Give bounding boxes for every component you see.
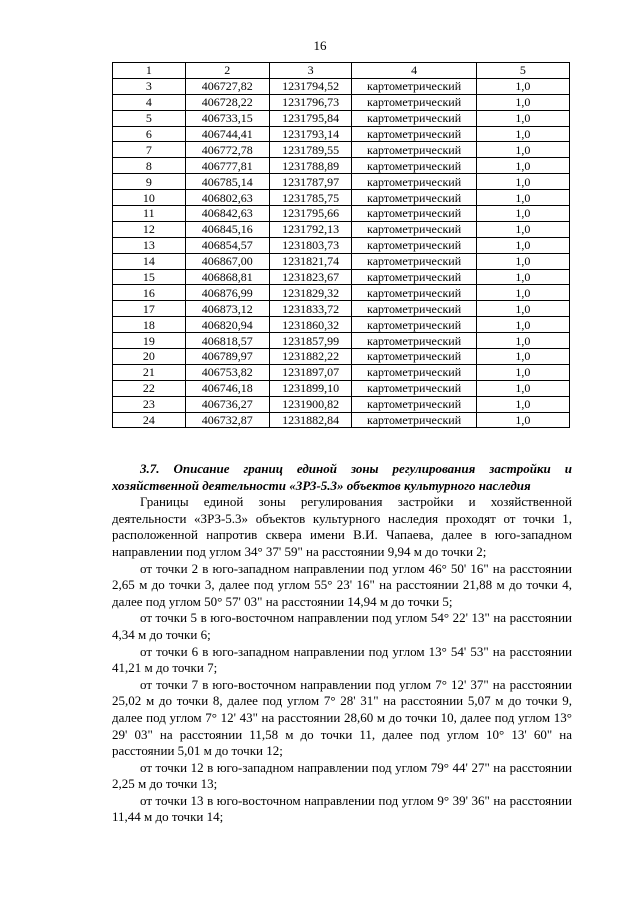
x-coordinate-cell: 406736,27 — [185, 396, 269, 412]
accuracy-cell: 5 — [476, 63, 569, 79]
accuracy-cell: 1,0 — [476, 142, 569, 158]
x-coordinate-cell: 406789,97 — [185, 349, 269, 365]
x-coordinate-cell: 406777,81 — [185, 158, 269, 174]
table-header-row — [113, 63, 570, 79]
table-row — [113, 364, 570, 380]
table-row — [113, 190, 570, 206]
y-coordinate-cell: 1231785,75 — [269, 190, 351, 206]
point-number-cell: 1 — [113, 63, 186, 79]
method-cell: картометрический — [352, 126, 476, 142]
y-coordinate-cell: 1231794,52 — [269, 78, 351, 94]
method-cell: картометрический — [352, 206, 476, 222]
table-row — [113, 333, 570, 349]
page-number: 16 — [313, 38, 327, 53]
method-cell: картометрический — [352, 174, 476, 190]
point-number-cell: 22 — [113, 380, 186, 396]
point-number-cell: 15 — [113, 269, 186, 285]
method-cell: картометрический — [352, 380, 476, 396]
y-coordinate-cell: 1231897,07 — [269, 364, 351, 380]
table-row — [113, 349, 570, 365]
accuracy-cell: 1,0 — [476, 364, 569, 380]
point-number-cell: 14 — [113, 253, 186, 269]
x-coordinate-cell: 406772,78 — [185, 142, 269, 158]
method-cell: картометрический — [352, 349, 476, 365]
point-number-cell: 7 — [113, 142, 186, 158]
table-row — [113, 142, 570, 158]
table-row — [113, 253, 570, 269]
paragraph: от точки 12 в юго-западном направлении под углом 79° 44' 27" на расстоянии 2,25 м до точки 13; — [112, 759, 572, 792]
method-cell: картометрический — [352, 110, 476, 126]
paragraph: от точки 13 в юго-восточном направлении под углом 9° 39' 36" на расстоянии 11,44 м до точки 14; — [112, 792, 572, 825]
table-row — [113, 94, 570, 110]
accuracy-cell: 1,0 — [476, 412, 569, 428]
x-coordinate-cell: 2 — [185, 63, 269, 79]
point-number-cell: 17 — [113, 301, 186, 317]
point-number-cell: 6 — [113, 126, 186, 142]
table-row — [113, 126, 570, 142]
accuracy-cell: 1,0 — [476, 269, 569, 285]
accuracy-cell: 1,0 — [476, 110, 569, 126]
x-coordinate-cell: 406867,00 — [185, 253, 269, 269]
y-coordinate-cell: 1231899,10 — [269, 380, 351, 396]
point-number-cell: 10 — [113, 190, 186, 206]
table-row — [113, 221, 570, 237]
method-cell: картометрический — [352, 396, 476, 412]
point-number-cell: 13 — [113, 237, 186, 253]
x-coordinate-cell: 406820,94 — [185, 317, 269, 333]
point-number-cell: 3 — [113, 78, 186, 94]
method-cell: картометрический — [352, 333, 476, 349]
method-cell: картометрический — [352, 301, 476, 317]
x-coordinate-cell: 406785,14 — [185, 174, 269, 190]
method-cell: картометрический — [352, 269, 476, 285]
y-coordinate-cell: 1231796,73 — [269, 94, 351, 110]
table-row — [113, 237, 570, 253]
x-coordinate-cell: 406845,16 — [185, 221, 269, 237]
y-coordinate-cell: 1231823,67 — [269, 269, 351, 285]
method-cell: картометрический — [352, 142, 476, 158]
x-coordinate-cell: 406818,57 — [185, 333, 269, 349]
point-number-cell: 5 — [113, 110, 186, 126]
y-coordinate-cell: 1231792,13 — [269, 221, 351, 237]
x-coordinate-cell: 406732,87 — [185, 412, 269, 428]
method-cell: картометрический — [352, 78, 476, 94]
point-number-cell: 19 — [113, 333, 186, 349]
y-coordinate-cell: 1231787,97 — [269, 174, 351, 190]
point-number-cell: 9 — [113, 174, 186, 190]
table-row — [113, 285, 570, 301]
method-cell: картометрический — [352, 285, 476, 301]
method-cell: картометрический — [352, 317, 476, 333]
x-coordinate-cell: 406727,82 — [185, 78, 269, 94]
y-coordinate-cell: 1231795,66 — [269, 206, 351, 222]
accuracy-cell: 1,0 — [476, 221, 569, 237]
accuracy-cell: 1,0 — [476, 94, 569, 110]
paragraph: от точки 6 в юго-западном направлении под углом 13° 54' 53" на расстоянии 41,21 м до точки 7; — [112, 643, 572, 676]
method-cell: картометрический — [352, 253, 476, 269]
point-number-cell: 21 — [113, 364, 186, 380]
y-coordinate-cell: 1231882,22 — [269, 349, 351, 365]
x-coordinate-cell: 406854,57 — [185, 237, 269, 253]
point-number-cell: 20 — [113, 349, 186, 365]
y-coordinate-cell: 1231821,74 — [269, 253, 351, 269]
accuracy-cell: 1,0 — [476, 317, 569, 333]
table-row — [113, 110, 570, 126]
table-row — [113, 317, 570, 333]
section-text — [112, 461, 572, 826]
y-coordinate-cell: 1231789,55 — [269, 142, 351, 158]
point-number-cell: 18 — [113, 317, 186, 333]
accuracy-cell: 1,0 — [476, 285, 569, 301]
accuracy-cell: 1,0 — [476, 349, 569, 365]
accuracy-cell: 1,0 — [476, 190, 569, 206]
accuracy-cell: 1,0 — [476, 396, 569, 412]
accuracy-cell: 1,0 — [476, 206, 569, 222]
method-cell: картометрический — [352, 94, 476, 110]
y-coordinate-cell: 1231900,82 — [269, 396, 351, 412]
y-coordinate-cell: 1231833,72 — [269, 301, 351, 317]
y-coordinate-cell: 3 — [269, 63, 351, 79]
point-number-cell: 24 — [113, 412, 186, 428]
table-row — [113, 301, 570, 317]
x-coordinate-cell: 406744,41 — [185, 126, 269, 142]
paragraph: от точки 5 в юго-восточном направлении под углом 54° 22' 13" на расстоянии 4,34 м до точки 6; — [112, 610, 572, 642]
method-cell: картометрический — [352, 364, 476, 380]
y-coordinate-cell: 1231860,32 — [269, 317, 351, 333]
table-row — [113, 412, 570, 428]
point-number-cell: 16 — [113, 285, 186, 301]
paragraph: от точки 2 в юго-западном направлении под углом 46° 50' 16" на расстоянии 2,65 м до точки 3, далее под углом 55° 23' 16" на расстоянии 21,88 м до точки 4, далее под углом 50° 57' 03" на расстоянии 14,94 м до точки 5; — [112, 560, 572, 609]
table-row — [113, 380, 570, 396]
accuracy-cell: 1,0 — [476, 253, 569, 269]
accuracy-cell: 1,0 — [476, 126, 569, 142]
point-number-cell: 12 — [113, 221, 186, 237]
accuracy-cell: 1,0 — [476, 301, 569, 317]
section-heading: 3.7. Описание границ единой зоны регулирования застройки и хозяйственной деятельности «ЗРЗ-5.3» объектов культурного наследия — [112, 461, 572, 493]
x-coordinate-cell: 406746,18 — [185, 380, 269, 396]
y-coordinate-cell: 1231788,89 — [269, 158, 351, 174]
point-number-cell: 8 — [113, 158, 186, 174]
accuracy-cell: 1,0 — [476, 380, 569, 396]
method-cell: картометрический — [352, 158, 476, 174]
point-number-cell: 23 — [113, 396, 186, 412]
x-coordinate-cell: 406873,12 — [185, 301, 269, 317]
x-coordinate-cell: 406733,15 — [185, 110, 269, 126]
x-coordinate-cell: 406728,22 — [185, 94, 269, 110]
table-row — [113, 78, 570, 94]
y-coordinate-cell: 1231829,32 — [269, 285, 351, 301]
y-coordinate-cell: 1231882,84 — [269, 412, 351, 428]
table-row — [113, 158, 570, 174]
y-coordinate-cell: 1231803,73 — [269, 237, 351, 253]
x-coordinate-cell: 406842,63 — [185, 206, 269, 222]
method-cell: 4 — [352, 63, 476, 79]
paragraph: Границы единой зоны регулирования застройки и хозяйственной деятельности «ЗРЗ-5.3» объектов культурного наследия проходят от точки 1, расположенной напротив сквера имени В.И. Чапаева, далее в юго-западном направлении под углом 34° 37' 59" на расстоянии 9,94 м до точки 2; — [112, 494, 572, 559]
accuracy-cell: 1,0 — [476, 333, 569, 349]
method-cell: картометрический — [352, 412, 476, 428]
coordinates-table-body — [113, 63, 570, 428]
table-row — [113, 174, 570, 190]
method-cell: картометрический — [352, 190, 476, 206]
coordinates-table — [112, 62, 570, 428]
accuracy-cell: 1,0 — [476, 78, 569, 94]
table-row — [113, 269, 570, 285]
table-row — [113, 396, 570, 412]
point-number-cell: 4 — [113, 94, 186, 110]
method-cell: картометрический — [352, 221, 476, 237]
y-coordinate-cell: 1231793,14 — [269, 126, 351, 142]
y-coordinate-cell: 1231857,99 — [269, 333, 351, 349]
x-coordinate-cell: 406868,81 — [185, 269, 269, 285]
x-coordinate-cell: 406753,82 — [185, 364, 269, 380]
point-number-cell: 11 — [113, 206, 186, 222]
table-row — [113, 206, 570, 222]
y-coordinate-cell: 1231795,84 — [269, 110, 351, 126]
x-coordinate-cell: 406802,63 — [185, 190, 269, 206]
accuracy-cell: 1,0 — [476, 158, 569, 174]
x-coordinate-cell: 406876,99 — [185, 285, 269, 301]
accuracy-cell: 1,0 — [476, 237, 569, 253]
accuracy-cell: 1,0 — [476, 174, 569, 190]
method-cell: картометрический — [352, 237, 476, 253]
paragraph: от точки 7 в юго-восточном направлении под углом 7° 12' 37" на расстоянии 25,02 м до точки 8, далее под углом 7° 28' 31" на расстоянии 5,07 м до точки 9, далее под углом 7° 12' 43" на расстоянии 28,60 м до точки 10, далее под углом 13° 29' 03" на расстоянии 11,58 м до точки 11, далее под углом 10° 13' 60" на расстоянии 5,01 м до точки 12; — [112, 676, 572, 759]
